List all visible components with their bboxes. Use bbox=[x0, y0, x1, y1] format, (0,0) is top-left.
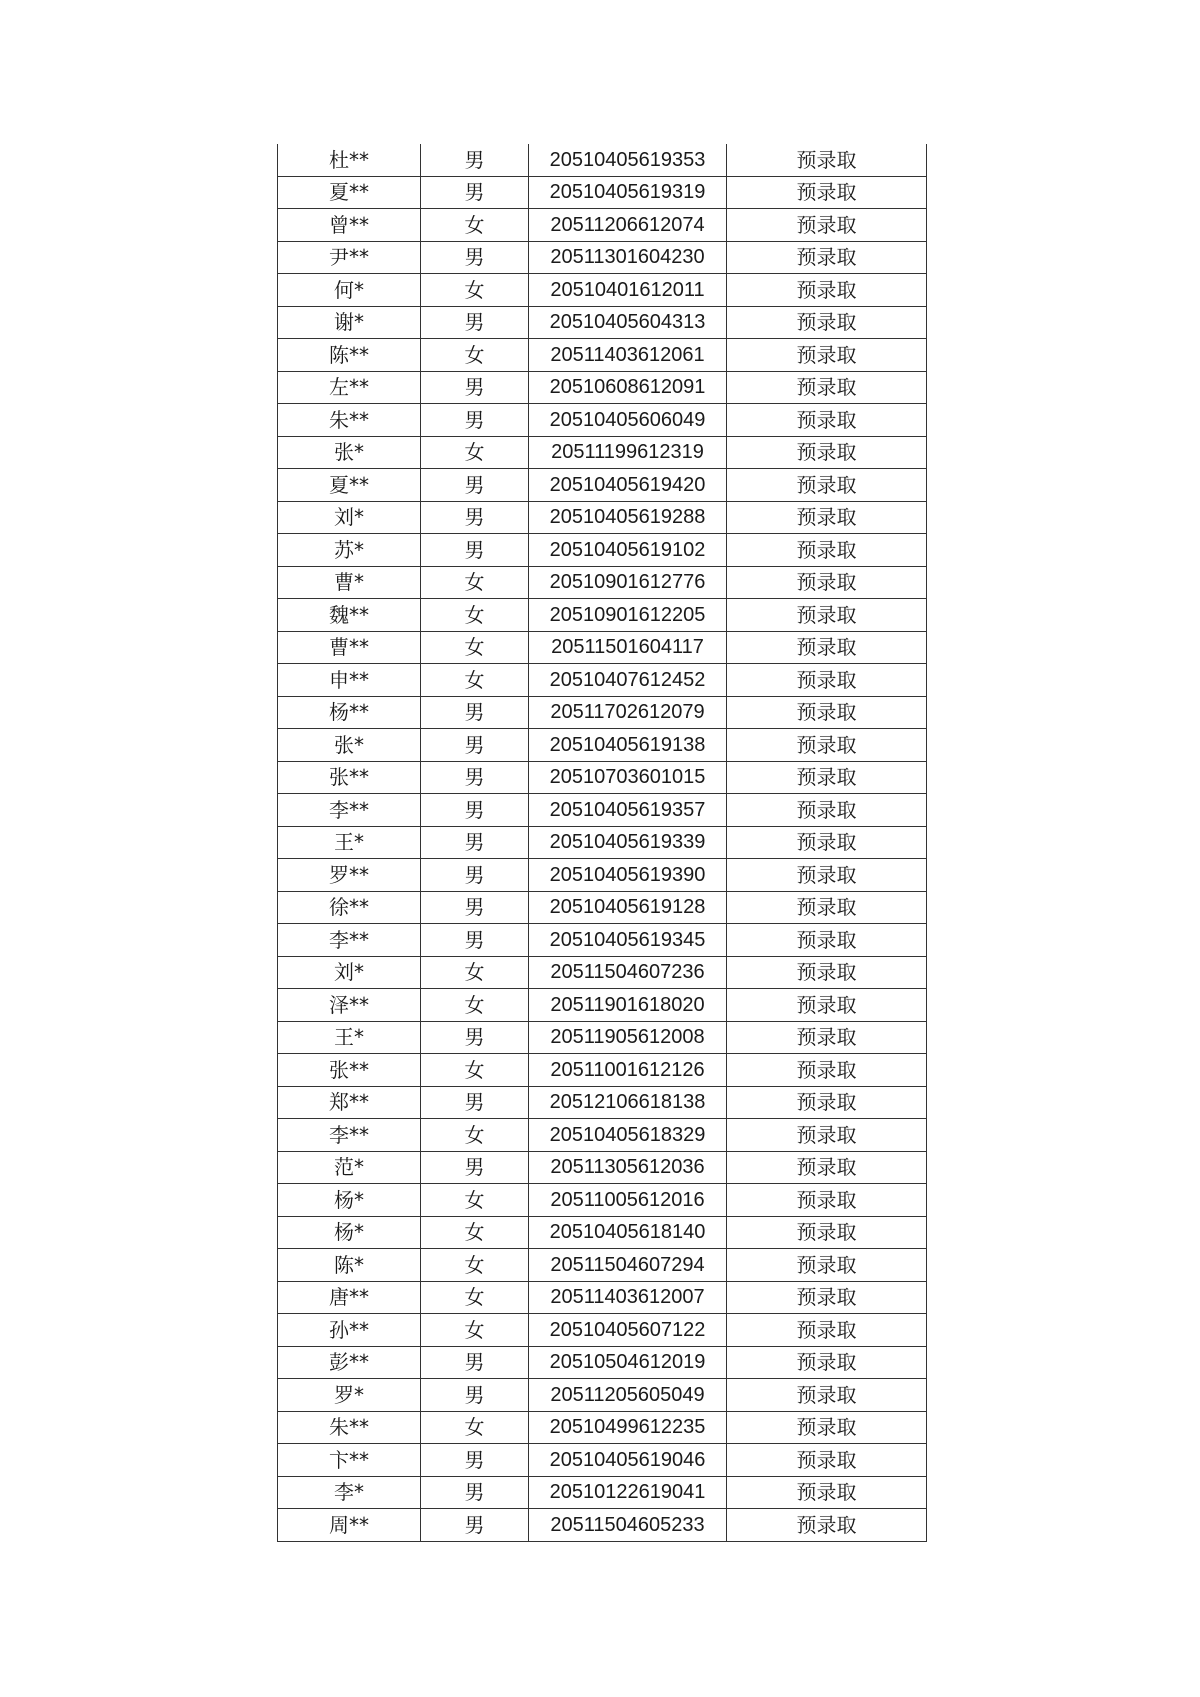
status-cell: 预录取 bbox=[727, 144, 927, 176]
status-cell: 预录取 bbox=[727, 924, 927, 957]
name-cell: 曾** bbox=[278, 209, 421, 242]
table-row bbox=[278, 1184, 927, 1217]
name-cell: 朱** bbox=[278, 404, 421, 437]
table-row bbox=[278, 274, 927, 307]
name-cell: 尹** bbox=[278, 241, 421, 274]
candidate-id-cell: 20511504605233 bbox=[529, 1509, 727, 1542]
name-cell: 陈** bbox=[278, 339, 421, 372]
table-row bbox=[278, 1216, 927, 1249]
gender-cell: 女 bbox=[421, 664, 529, 697]
candidate-id-cell: 20510405619345 bbox=[529, 924, 727, 957]
candidate-id-cell: 20510608612091 bbox=[529, 371, 727, 404]
status-cell: 预录取 bbox=[727, 209, 927, 242]
table-row bbox=[278, 1151, 927, 1184]
status-cell: 预录取 bbox=[727, 664, 927, 697]
candidate-id-cell: 20510405619390 bbox=[529, 859, 727, 892]
table-row bbox=[278, 404, 927, 437]
name-cell: 朱** bbox=[278, 1411, 421, 1444]
status-cell: 预录取 bbox=[727, 566, 927, 599]
status-cell: 预录取 bbox=[727, 469, 927, 502]
gender-cell: 男 bbox=[421, 469, 529, 502]
gender-cell: 女 bbox=[421, 631, 529, 664]
table-row bbox=[278, 664, 927, 697]
gender-cell: 男 bbox=[421, 1444, 529, 1477]
candidate-id-cell: 20511504607236 bbox=[529, 956, 727, 989]
gender-cell: 男 bbox=[421, 696, 529, 729]
status-cell: 预录取 bbox=[727, 176, 927, 209]
candidate-id-cell: 20511905612008 bbox=[529, 1021, 727, 1054]
name-cell: 周** bbox=[278, 1509, 421, 1542]
status-cell: 预录取 bbox=[727, 1314, 927, 1347]
gender-cell: 男 bbox=[421, 1346, 529, 1379]
gender-cell: 女 bbox=[421, 1184, 529, 1217]
name-cell: 谢* bbox=[278, 306, 421, 339]
status-cell: 预录取 bbox=[727, 501, 927, 534]
table-row bbox=[278, 176, 927, 209]
name-cell: 张* bbox=[278, 436, 421, 469]
gender-cell: 男 bbox=[421, 859, 529, 892]
status-cell: 预录取 bbox=[727, 534, 927, 567]
gender-cell: 男 bbox=[421, 1476, 529, 1509]
name-cell: 徐** bbox=[278, 891, 421, 924]
name-cell: 卞** bbox=[278, 1444, 421, 1477]
candidate-id-cell: 20510405607122 bbox=[529, 1314, 727, 1347]
candidate-id-cell: 20512106618138 bbox=[529, 1086, 727, 1119]
candidate-id-cell: 20511205605049 bbox=[529, 1379, 727, 1412]
candidate-id-cell: 20510901612205 bbox=[529, 599, 727, 632]
gender-cell: 女 bbox=[421, 209, 529, 242]
status-cell: 预录取 bbox=[727, 729, 927, 762]
table-row bbox=[278, 306, 927, 339]
status-cell: 预录取 bbox=[727, 436, 927, 469]
status-cell: 预录取 bbox=[727, 1444, 927, 1477]
table-row bbox=[278, 989, 927, 1022]
name-cell: 刘* bbox=[278, 501, 421, 534]
name-cell: 杨* bbox=[278, 1216, 421, 1249]
status-cell: 预录取 bbox=[727, 1216, 927, 1249]
gender-cell: 男 bbox=[421, 501, 529, 534]
candidate-id-cell: 20510405619138 bbox=[529, 729, 727, 762]
status-cell: 预录取 bbox=[727, 859, 927, 892]
table-row bbox=[278, 1444, 927, 1477]
candidate-id-cell: 20510405619128 bbox=[529, 891, 727, 924]
candidate-id-cell: 20510405618329 bbox=[529, 1119, 727, 1152]
candidate-id-cell: 20510405618140 bbox=[529, 1216, 727, 1249]
name-cell: 张** bbox=[278, 761, 421, 794]
status-cell: 预录取 bbox=[727, 1476, 927, 1509]
table-row bbox=[278, 209, 927, 242]
name-cell: 罗* bbox=[278, 1379, 421, 1412]
candidate-id-cell: 20510401612011 bbox=[529, 274, 727, 307]
status-cell: 预录取 bbox=[727, 599, 927, 632]
status-cell: 预录取 bbox=[727, 1411, 927, 1444]
table-row bbox=[278, 729, 927, 762]
name-cell: 申** bbox=[278, 664, 421, 697]
gender-cell: 女 bbox=[421, 274, 529, 307]
name-cell: 杨* bbox=[278, 1184, 421, 1217]
table-row bbox=[278, 599, 927, 632]
table-row bbox=[278, 826, 927, 859]
name-cell: 曹** bbox=[278, 631, 421, 664]
table-row bbox=[278, 696, 927, 729]
name-cell: 杜** bbox=[278, 144, 421, 176]
gender-cell: 女 bbox=[421, 1216, 529, 1249]
name-cell: 彭** bbox=[278, 1346, 421, 1379]
name-cell: 左** bbox=[278, 371, 421, 404]
table-row bbox=[278, 761, 927, 794]
status-cell: 预录取 bbox=[727, 1021, 927, 1054]
candidate-id-cell: 20510405619288 bbox=[529, 501, 727, 534]
table-row bbox=[278, 794, 927, 827]
name-cell: 魏** bbox=[278, 599, 421, 632]
gender-cell: 男 bbox=[421, 306, 529, 339]
candidate-id-cell: 20511301604230 bbox=[529, 241, 727, 274]
candidate-id-cell: 20510405606049 bbox=[529, 404, 727, 437]
name-cell: 范* bbox=[278, 1151, 421, 1184]
name-cell: 夏** bbox=[278, 176, 421, 209]
table-row bbox=[278, 501, 927, 534]
gender-cell: 男 bbox=[421, 241, 529, 274]
name-cell: 曹* bbox=[278, 566, 421, 599]
gender-cell: 男 bbox=[421, 1379, 529, 1412]
gender-cell: 女 bbox=[421, 956, 529, 989]
candidate-id-cell: 20510407612452 bbox=[529, 664, 727, 697]
gender-cell: 男 bbox=[421, 794, 529, 827]
gender-cell: 男 bbox=[421, 534, 529, 567]
gender-cell: 男 bbox=[421, 729, 529, 762]
gender-cell: 女 bbox=[421, 1281, 529, 1314]
table-row bbox=[278, 924, 927, 957]
status-cell: 预录取 bbox=[727, 339, 927, 372]
status-cell: 预录取 bbox=[727, 1346, 927, 1379]
name-cell: 罗** bbox=[278, 859, 421, 892]
candidate-id-cell: 20510405619339 bbox=[529, 826, 727, 859]
status-cell: 预录取 bbox=[727, 989, 927, 1022]
gender-cell: 女 bbox=[421, 1054, 529, 1087]
gender-cell: 女 bbox=[421, 1411, 529, 1444]
status-cell: 预录取 bbox=[727, 891, 927, 924]
gender-cell: 男 bbox=[421, 1021, 529, 1054]
candidate-id-cell: 20510405619353 bbox=[529, 144, 727, 176]
status-cell: 预录取 bbox=[727, 826, 927, 859]
status-cell: 预录取 bbox=[727, 956, 927, 989]
candidate-id-cell: 20510405619420 bbox=[529, 469, 727, 502]
candidate-id-cell: 20511901618020 bbox=[529, 989, 727, 1022]
name-cell: 杨** bbox=[278, 696, 421, 729]
status-cell: 预录取 bbox=[727, 1281, 927, 1314]
gender-cell: 女 bbox=[421, 989, 529, 1022]
name-cell: 王* bbox=[278, 1021, 421, 1054]
name-cell: 王* bbox=[278, 826, 421, 859]
table-row bbox=[278, 1054, 927, 1087]
gender-cell: 男 bbox=[421, 144, 529, 176]
status-cell: 预录取 bbox=[727, 1379, 927, 1412]
gender-cell: 男 bbox=[421, 761, 529, 794]
name-cell: 泽** bbox=[278, 989, 421, 1022]
status-cell: 预录取 bbox=[727, 1151, 927, 1184]
gender-cell: 男 bbox=[421, 1509, 529, 1542]
gender-cell: 男 bbox=[421, 1151, 529, 1184]
status-cell: 预录取 bbox=[727, 306, 927, 339]
status-cell: 预录取 bbox=[727, 1119, 927, 1152]
table-row bbox=[278, 469, 927, 502]
table-row bbox=[278, 1314, 927, 1347]
candidate-id-cell: 20511504607294 bbox=[529, 1249, 727, 1282]
status-cell: 预录取 bbox=[727, 761, 927, 794]
gender-cell: 女 bbox=[421, 339, 529, 372]
status-cell: 预录取 bbox=[727, 1184, 927, 1217]
candidate-id-cell: 20511403612061 bbox=[529, 339, 727, 372]
gender-cell: 女 bbox=[421, 1119, 529, 1152]
table-row bbox=[278, 631, 927, 664]
table-row bbox=[278, 339, 927, 372]
candidate-id-cell: 20511199612319 bbox=[529, 436, 727, 469]
gender-cell: 男 bbox=[421, 891, 529, 924]
table-row bbox=[278, 1281, 927, 1314]
table-row bbox=[278, 534, 927, 567]
table-row bbox=[278, 1086, 927, 1119]
name-cell: 夏** bbox=[278, 469, 421, 502]
table-row bbox=[278, 891, 927, 924]
name-cell: 何* bbox=[278, 274, 421, 307]
status-cell: 预录取 bbox=[727, 696, 927, 729]
candidate-id-cell: 20511305612036 bbox=[529, 1151, 727, 1184]
table-row bbox=[278, 436, 927, 469]
name-cell: 郑** bbox=[278, 1086, 421, 1119]
admission-table bbox=[277, 144, 927, 1542]
status-cell: 预录取 bbox=[727, 274, 927, 307]
table-row bbox=[278, 1509, 927, 1542]
name-cell: 李** bbox=[278, 794, 421, 827]
gender-cell: 男 bbox=[421, 176, 529, 209]
status-cell: 预录取 bbox=[727, 1086, 927, 1119]
candidate-id-cell: 20511001612126 bbox=[529, 1054, 727, 1087]
table-row bbox=[278, 371, 927, 404]
table-row bbox=[278, 241, 927, 274]
gender-cell: 女 bbox=[421, 1249, 529, 1282]
status-cell: 预录取 bbox=[727, 1509, 927, 1542]
gender-cell: 男 bbox=[421, 1086, 529, 1119]
candidate-id-cell: 20511702612079 bbox=[529, 696, 727, 729]
name-cell: 张* bbox=[278, 729, 421, 762]
status-cell: 预录取 bbox=[727, 241, 927, 274]
table-row bbox=[278, 956, 927, 989]
table-row bbox=[278, 144, 927, 176]
table-row bbox=[278, 1021, 927, 1054]
gender-cell: 女 bbox=[421, 1314, 529, 1347]
name-cell: 李* bbox=[278, 1476, 421, 1509]
gender-cell: 男 bbox=[421, 924, 529, 957]
name-cell: 张** bbox=[278, 1054, 421, 1087]
candidate-id-cell: 20510901612776 bbox=[529, 566, 727, 599]
candidate-id-cell: 20511005612016 bbox=[529, 1184, 727, 1217]
name-cell: 唐** bbox=[278, 1281, 421, 1314]
gender-cell: 女 bbox=[421, 436, 529, 469]
gender-cell: 男 bbox=[421, 371, 529, 404]
gender-cell: 女 bbox=[421, 566, 529, 599]
candidate-id-cell: 20510405619102 bbox=[529, 534, 727, 567]
name-cell: 李** bbox=[278, 1119, 421, 1152]
status-cell: 预录取 bbox=[727, 371, 927, 404]
table-row bbox=[278, 859, 927, 892]
name-cell: 李** bbox=[278, 924, 421, 957]
name-cell: 陈* bbox=[278, 1249, 421, 1282]
gender-cell: 女 bbox=[421, 599, 529, 632]
table-row bbox=[278, 1249, 927, 1282]
candidate-id-cell: 20510405619357 bbox=[529, 794, 727, 827]
candidate-id-cell: 20510405619319 bbox=[529, 176, 727, 209]
table-row bbox=[278, 1346, 927, 1379]
gender-cell: 男 bbox=[421, 826, 529, 859]
candidate-id-cell: 20510499612235 bbox=[529, 1411, 727, 1444]
table-row bbox=[278, 1379, 927, 1412]
admission-table-body bbox=[278, 144, 927, 1541]
table-row bbox=[278, 1411, 927, 1444]
candidate-id-cell: 20510504612019 bbox=[529, 1346, 727, 1379]
candidate-id-cell: 20510122619041 bbox=[529, 1476, 727, 1509]
name-cell: 苏* bbox=[278, 534, 421, 567]
candidate-id-cell: 20511501604117 bbox=[529, 631, 727, 664]
status-cell: 预录取 bbox=[727, 1054, 927, 1087]
candidate-id-cell: 20510405604313 bbox=[529, 306, 727, 339]
status-cell: 预录取 bbox=[727, 631, 927, 664]
status-cell: 预录取 bbox=[727, 794, 927, 827]
name-cell: 刘* bbox=[278, 956, 421, 989]
table-row bbox=[278, 1476, 927, 1509]
gender-cell: 男 bbox=[421, 404, 529, 437]
table-row bbox=[278, 566, 927, 599]
name-cell: 孙** bbox=[278, 1314, 421, 1347]
status-cell: 预录取 bbox=[727, 1249, 927, 1282]
candidate-id-cell: 20511403612007 bbox=[529, 1281, 727, 1314]
candidate-id-cell: 20511206612074 bbox=[529, 209, 727, 242]
candidate-id-cell: 20510405619046 bbox=[529, 1444, 727, 1477]
table-row bbox=[278, 1119, 927, 1152]
status-cell: 预录取 bbox=[727, 404, 927, 437]
candidate-id-cell: 20510703601015 bbox=[529, 761, 727, 794]
